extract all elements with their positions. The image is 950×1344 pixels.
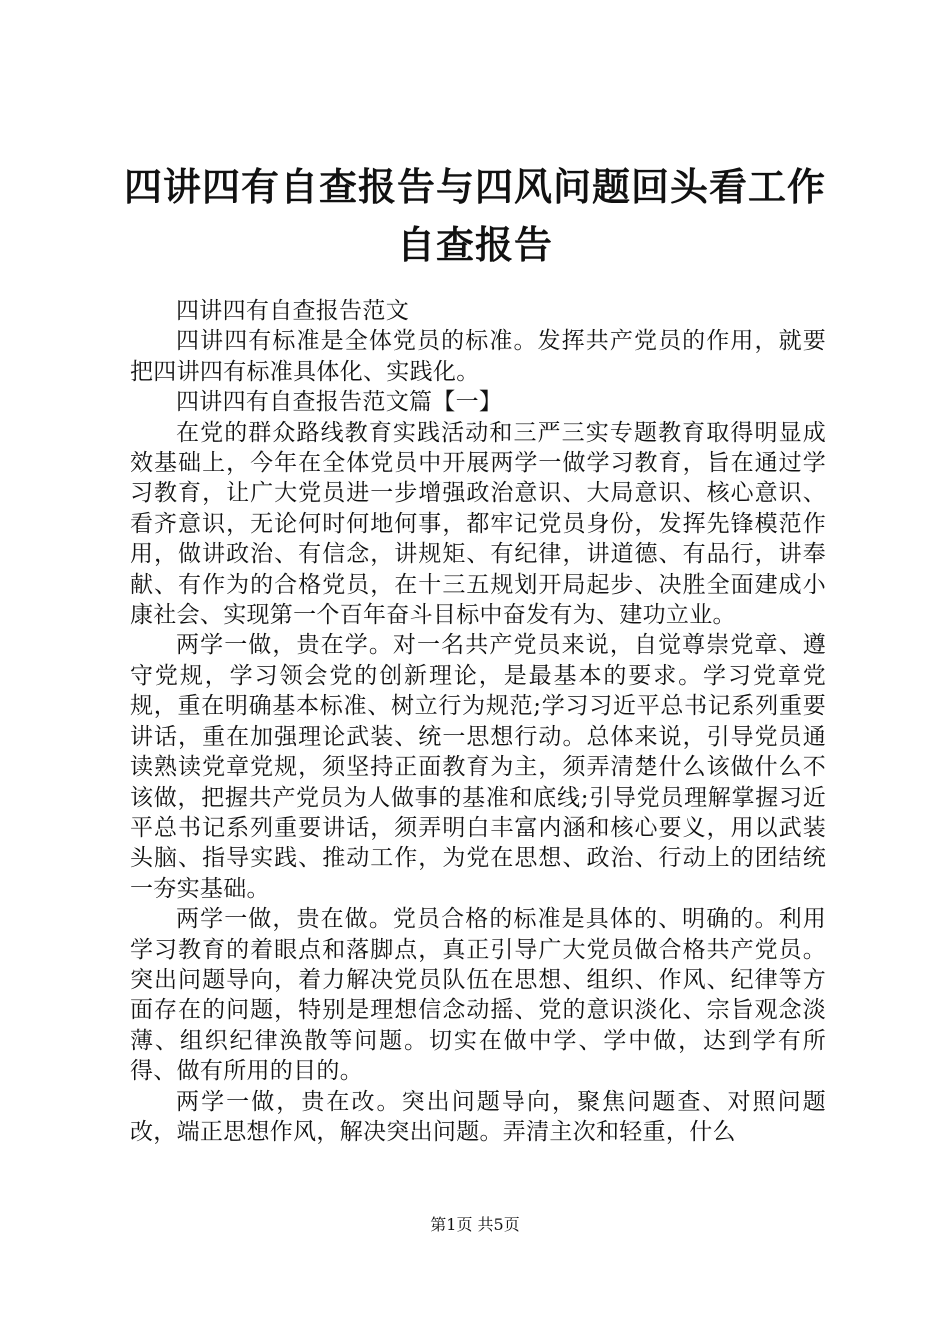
document-body [130,296,826,1147]
paragraph: 两学一做，贵在改。突出问题导向，聚焦问题查、对照问题改，端正思想作风，解决突出问题。弄清主次和轻重，什么 [130,1088,826,1145]
paragraph: 四讲四有自查报告范文篇【一】 [176,389,503,416]
paragraph: 两学一做，贵在做。党员合格的标准是具体的、明确的。利用学习教育的着眼点和落脚点，真正引导广大党员做合格共产党员。突出问题导向，着力解决党员队伍在思想、组织、作风、纪律等方面存在的问题，特别是理想信念动摇、党的意识淡化、宗旨观念淡薄、组织纪律涣散等问题。切实在做中学、学中做，达到学有所得、做有所用的目的。 [130,906,826,1085]
page-footer: 第1页 共5页 [430,1215,520,1234]
paragraph: 在党的群众路线教育实践活动和三严三实专题教育取得明显成效基础上，今年在全体党员中开展两学一做学习教育，旨在通过学习教育，让广大党员进一步增强政治意识、大局意识、核心意识、看齐意识，无论何时何地何事，都牢记党员身份，发挥先锋模范作用，做讲政治、有信念，讲规矩、有纪律，讲道德、有品行，讲奉献、有作为的合格党员，在十三五规划开局起步、决胜全面建成小康社会、实现第一个百年奋斗目标中奋发有为、建功立业。 [130,419,826,629]
document-title: 四讲四有自查报告与四风问题回头看工作自查报告 [123,165,826,267]
paragraph: 四讲四有标准是全体党员的标准。发挥共产党员的作用，就要把四讲四有标准具体化、实践化。 [130,328,826,385]
paragraph: 两学一做，贵在学。对一名共产党员来说，自觉尊崇党章、遵守党规，学习领会党的创新理论，是最基本的要求。学习党章党规，重在明确基本标准、树立行为规范;学习习近平总书记系列重要讲话，重在加强理论武装、统一思想行动。总体来说，引导党员通读熟读党章党规，须坚持正面教育为主，须弄清楚什么该做什么不该做，把握共产党员为人做事的基准和底线;引导党员理解掌握习近平总书记系列重要讲话，须弄明白丰富内涵和核心要义，用以武装头脑、指导实践、推动工作，为党在思想、政治、行动上的团结统一夯实基础。 [130,632,826,902]
paragraph: 四讲四有自查报告范文 [176,298,409,324]
